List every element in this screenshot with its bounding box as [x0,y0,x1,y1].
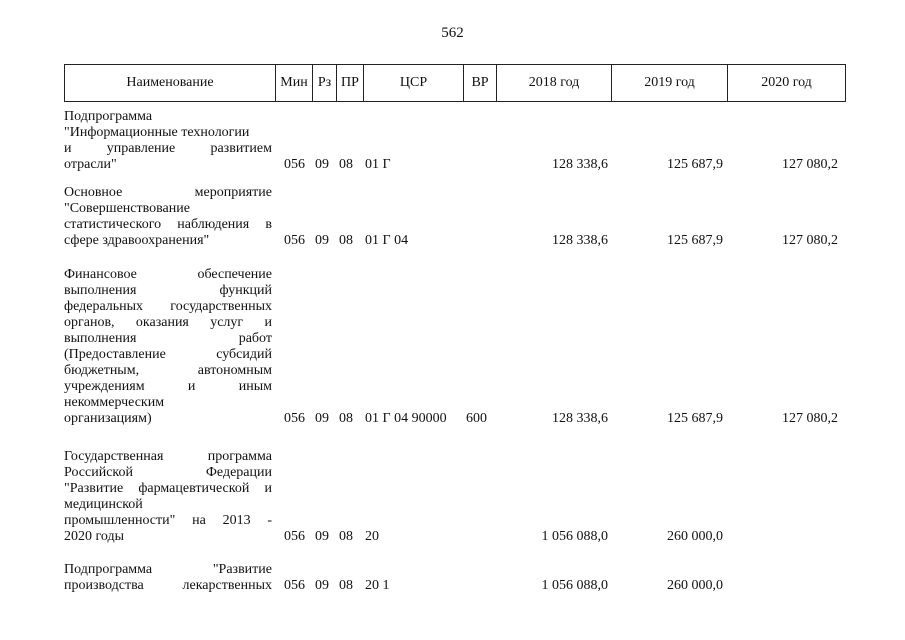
cell-pr: 08 [339,233,353,248]
cell-csr: 20 [365,529,379,544]
row-name-line: 2020 годы [64,529,125,544]
row-name-line: Государственная программа [64,449,272,464]
row-name [64,267,272,427]
header-csr: ЦСР [364,65,464,102]
row-name-line: бюджетным, автономным [64,363,272,378]
row-name-line: отрасли" [64,157,117,172]
cell-pr: 08 [339,411,353,426]
cell-2020: 127 080,2 [782,411,838,426]
header-2020: 2020 год [728,65,846,102]
header-name: Наименование [65,65,276,102]
row-name-line: некоммерческим [64,395,165,410]
table-row [0,185,905,249]
table-row [0,109,905,173]
table-row [0,562,905,594]
row-name-line: Подпрограмма "Развитие [64,562,272,577]
row-name-line: федеральных государственных [64,299,272,314]
cell-min: 056 [284,157,305,172]
cell-csr: 01 Г [365,157,391,172]
row-name [64,562,272,594]
cell-2019: 260 000,0 [667,529,723,544]
row-name-line: Финансовое обеспечение [64,267,272,282]
cell-min: 056 [284,411,305,426]
cell-pr: 08 [339,157,353,172]
table-row [0,449,905,545]
row-name [64,109,272,173]
cell-min: 056 [284,529,305,544]
row-name-line: промышленности" на 2013 - [64,513,272,528]
header-rz: Рз [313,65,337,102]
table-row [0,267,905,427]
header-2018: 2018 год [497,65,612,102]
header-pr: ПР [337,65,364,102]
row-name-line: Основное мероприятие [64,185,272,200]
row-name-line: "Информационные технологии [64,125,250,140]
cell-2018: 128 338,6 [552,411,608,426]
header-min: Мин [276,65,313,102]
cell-rz: 09 [315,529,329,544]
row-name-line: выполнения работ [64,331,272,346]
cell-2018: 1 056 088,0 [541,578,608,593]
cell-rz: 09 [315,411,329,426]
row-name-line: медицинской [64,497,143,512]
cell-2018: 1 056 088,0 [541,529,608,544]
cell-2018: 128 338,6 [552,233,608,248]
cell-2020: 127 080,2 [782,233,838,248]
row-name-line: и управление развитием [64,141,272,156]
cell-rz: 09 [315,233,329,248]
cell-pr: 08 [339,529,353,544]
row-name [64,185,272,249]
header-vr: ВР [464,65,497,102]
row-name-line: организациям) [64,411,152,426]
row-name-line: Подпрограмма [64,109,153,124]
cell-vr: 600 [466,411,487,426]
page-number: 562 [441,25,464,41]
row-name-line: "Развитие фармацевтической и [64,481,272,496]
cell-min: 056 [284,233,305,248]
cell-2019: 125 687,9 [667,411,723,426]
cell-2019: 125 687,9 [667,157,723,172]
row-name-line: сфере здравоохранения" [64,233,210,248]
row-name-line: учреждениям и иным [64,379,272,394]
table-header [64,64,846,102]
cell-2018: 128 338,6 [552,157,608,172]
row-name-line: (Предоставление субсидий [64,347,272,362]
row-name-line: статистического наблюдения в [64,217,272,232]
row-name-line: производства лекарственных [64,578,272,593]
row-name-line: "Совершенствование [64,201,190,216]
cell-2020: 127 080,2 [782,157,838,172]
cell-rz: 09 [315,157,329,172]
header-2019: 2019 год [612,65,728,102]
cell-2019: 125 687,9 [667,233,723,248]
cell-csr: 20 1 [365,578,390,593]
cell-2019: 260 000,0 [667,578,723,593]
cell-pr: 08 [339,578,353,593]
cell-csr: 01 Г 04 90000 [365,411,447,426]
row-name [64,449,272,545]
cell-csr: 01 Г 04 [365,233,409,248]
row-name-line: органов, оказания услуг и [64,315,272,330]
row-name-line: Российской Федерации [64,465,272,480]
row-name-line: выполнения функций [64,283,272,298]
cell-rz: 09 [315,578,329,593]
cell-min: 056 [284,578,305,593]
